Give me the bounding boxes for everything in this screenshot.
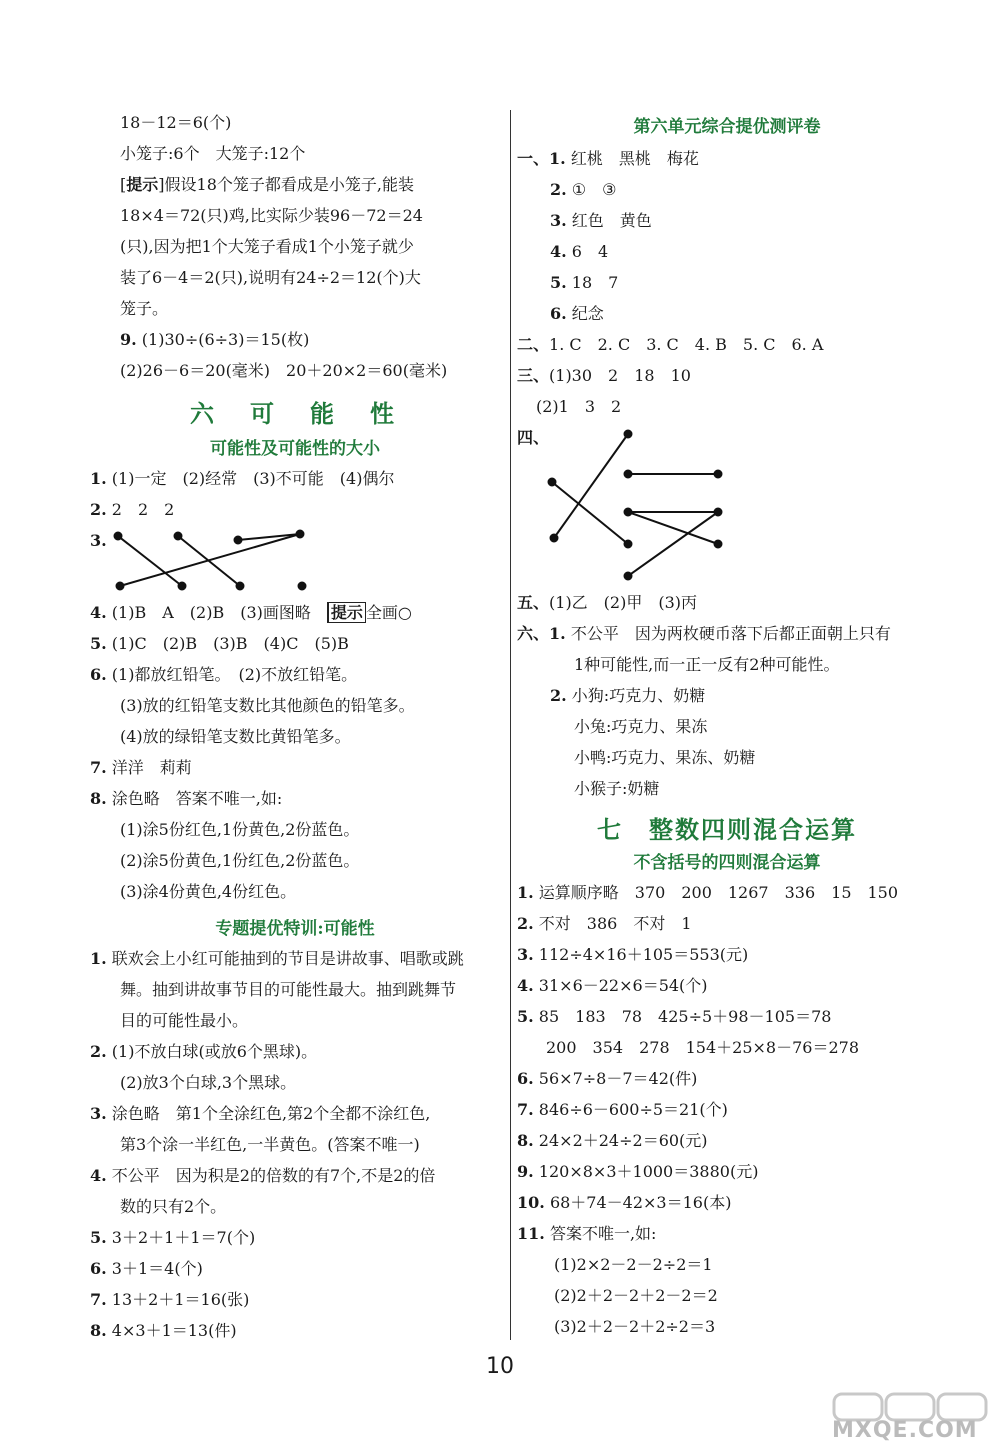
line-text: 小兔:巧克力、果冻 (574, 717, 708, 736)
line-text: 68＋74－42×3＝16(本) (549, 1193, 732, 1212)
answer-line (517, 144, 699, 174)
answer-line (550, 206, 652, 236)
answer-line (90, 526, 107, 556)
line-text: (1)C (2)B (3)B (4)C (5)B (111, 634, 349, 653)
unit-title: 六 可 能 性 (190, 399, 400, 428)
item-number: 9. (120, 330, 137, 349)
line-text: 1种可能性,而一正一反有2种可能性。 (574, 655, 840, 674)
dot (235, 537, 242, 544)
item-number: 六、1. (517, 624, 566, 643)
line-text: (3)放的红铅笔支数比其他颜色的铅笔多。 (120, 696, 415, 715)
page-number: 10 (486, 1354, 514, 1379)
answer-line (90, 1223, 255, 1253)
answer-line (517, 1064, 697, 1094)
item-number: 6. (90, 665, 107, 684)
section-title: 不含括号的四则混合运算 (633, 853, 821, 873)
item-number: 6. (90, 1259, 107, 1278)
answer-line (120, 846, 359, 876)
line-text: 24×2＋24÷2＝60(元) (538, 1131, 708, 1150)
item-number: 5. (90, 634, 107, 653)
match-line (628, 512, 718, 544)
answer-line (90, 1254, 203, 1284)
line-text: (3)涂4份黄色,4份红色。 (120, 882, 297, 901)
match-line (628, 512, 718, 576)
line-text: 运算顺序略 370 200 1267 336 15 150 (538, 883, 899, 902)
answer-line (90, 1161, 435, 1191)
line-text: (1)一定 (2)经常 (3)不可能 (4)偶尔 (111, 469, 395, 488)
item-number: 1. (517, 883, 534, 902)
line-text: (4)放的绿铅笔支数比黄铅笔多。 (120, 727, 351, 746)
line-text: 答案不唯一,如: (549, 1224, 657, 1243)
line-text: (1)30÷(6÷3)＝15(枚) (141, 330, 310, 349)
answer-line (120, 108, 231, 138)
item-number: 8. (90, 789, 107, 808)
item-number: 10. (517, 1193, 545, 1212)
match-line (554, 434, 628, 538)
answer-line (90, 944, 464, 974)
column-divider (510, 110, 511, 1340)
answer-line (90, 1037, 317, 1067)
line-text: (1)都放红铅笔。 (2)不放红铅笔。 (111, 665, 358, 684)
answer-line (517, 1002, 831, 1032)
unit-title: 七 整数四则混合运算 (597, 815, 857, 844)
dot (297, 531, 304, 538)
answer-line (90, 495, 174, 525)
line-text: 112÷4×16＋105＝553(元) (538, 945, 749, 964)
item-number: 4. (517, 976, 534, 995)
match-line (552, 482, 628, 544)
line-text: 全画○ (365, 603, 412, 622)
dot (175, 533, 182, 540)
hint-label: 提示 (327, 602, 366, 623)
line-text: (2)涂5份黄色,1份红色,2份蓝色。 (120, 851, 360, 870)
dot (549, 479, 556, 486)
line-text: 846÷6－600÷5＝21(个) (538, 1100, 728, 1119)
answer-line (120, 877, 296, 907)
answer-line (90, 629, 349, 659)
item-number: 8. (90, 1321, 107, 1340)
line-text: 小鸭:巧克力、果冻、奶糖 (574, 748, 756, 767)
answer-line (546, 1033, 859, 1063)
line-text: 2 2 2 (111, 500, 175, 519)
item-number: 2. (550, 180, 567, 199)
item-number: 4. (90, 1166, 107, 1185)
answer-line (517, 1219, 656, 1249)
line-text: 不公平 因为两枚硬币落下后都正面朝上只有 (570, 624, 891, 643)
answer-line (517, 1157, 758, 1187)
answer-line (550, 268, 618, 298)
answer-line (120, 1130, 420, 1160)
line-text: (2)放3个白球,3个黑球。 (120, 1073, 297, 1092)
answer-line (120, 263, 421, 293)
line-text: 13＋2＋1＝16(张) (111, 1290, 250, 1309)
answer-line (517, 361, 691, 391)
hint-label: 提示 (126, 175, 159, 194)
dot (115, 533, 122, 540)
item-number: 三、 (517, 366, 550, 385)
item-number: 二、 (517, 335, 550, 354)
item-number: 2. (517, 914, 534, 933)
item-number: 3. (90, 1104, 107, 1123)
answer-line (550, 175, 617, 205)
section-title: 第六单元综合提优测评卷 (633, 117, 821, 137)
line-text: 3＋2＋1＋1＝7(个) (111, 1228, 256, 1247)
answer-line (517, 1188, 731, 1218)
line-text: 数的只有2个。 (120, 1197, 227, 1216)
answer-line (574, 712, 707, 742)
answer-line (517, 619, 891, 649)
line-text: (2)2＋2－2＋2－2＝2 (554, 1286, 718, 1305)
answer-line (120, 356, 447, 386)
answer-line (90, 1316, 237, 1346)
item-number: 2. (550, 686, 567, 705)
answer-line (120, 232, 414, 262)
answer-line (120, 815, 359, 845)
line-text: 红桃 黑桃 梅花 (570, 149, 699, 168)
answer-line (536, 392, 621, 422)
line-text: (2)26－6＝20(毫米) 20＋20×2＝60(毫米) (120, 361, 448, 380)
answer-line (517, 878, 898, 908)
answer-line (550, 237, 608, 267)
answer-line (120, 1006, 248, 1036)
line-text: (1)乙 (2)甲 (3)丙 (549, 593, 698, 612)
line-text: 56×7÷8－7＝42(件) (538, 1069, 698, 1088)
item-number: 7. (517, 1100, 534, 1119)
answer-line (120, 325, 309, 355)
answer-line (120, 201, 423, 231)
answer-line (90, 1099, 430, 1129)
line-text: 不公平 因为积是2的倍数的有7个,不是2的倍 (111, 1166, 436, 1185)
answer-line (90, 753, 192, 783)
answer-line (90, 784, 282, 814)
answer-line (574, 743, 755, 773)
item-number: 7. (90, 758, 107, 777)
section-title: 专题提优特训:可能性 (215, 919, 375, 939)
answer-line (517, 971, 708, 1001)
line-text: 4×3＋1＝13(件) (111, 1321, 237, 1340)
dot (625, 509, 632, 516)
item-number: 3. (517, 945, 534, 964)
line-text: 18×4＝72(只)鸡,比实际少装96－72＝24 (120, 206, 423, 225)
line-text: 涂色略 第1个全涂红色,第2个全都不涂红色, (111, 1104, 431, 1123)
matching-diagram (542, 426, 742, 586)
answer-line (574, 650, 839, 680)
dot (299, 583, 306, 590)
line-text: 18 7 (571, 273, 619, 292)
line-text: 3＋1＝4(个) (111, 1259, 203, 1278)
line-text: 纪念 (571, 304, 604, 323)
line-text: 6 4 (571, 242, 609, 261)
line-text: 目的可能性最小。 (120, 1011, 249, 1030)
item-number: 7. (90, 1290, 107, 1309)
dot (715, 471, 722, 478)
line-text: 假设18个笼子都看成是小笼子,能装 (164, 175, 414, 194)
line-text: 笼子。 (120, 299, 169, 318)
answer-line (550, 299, 604, 329)
line-text: 小狗:巧克力、奶糖 (571, 686, 706, 705)
line-text: 涂色略 答案不唯一,如: (111, 789, 283, 808)
item-number: 8. (517, 1131, 534, 1150)
answer-line (120, 1192, 226, 1222)
line-text: 小猴子:奶糖 (574, 779, 660, 798)
dot (625, 471, 632, 478)
item-number: 9. (517, 1162, 534, 1181)
item-number: 5. (90, 1228, 107, 1247)
item-number: 3. (550, 211, 567, 230)
answer-line (90, 598, 412, 628)
answer-line (517, 588, 697, 618)
line-text: 小笼子:6个 大笼子:12个 (120, 144, 306, 163)
line-text: 85 183 78 425÷5＋98－105＝78 (538, 1007, 832, 1026)
item-number: 一、1. (517, 149, 566, 168)
line-text: 第3个涂一半红色,一半黄色。(答案不唯一) (120, 1135, 420, 1154)
line-text: 31×6－22×6＝54(个) (538, 976, 708, 995)
match-line (118, 536, 182, 586)
dot (117, 583, 124, 590)
item-number: 五、 (517, 593, 550, 612)
dot (715, 541, 722, 548)
item-number: 2. (90, 500, 107, 519)
answer-line (90, 660, 357, 690)
line-text: (1)不放白球(或放6个黑球)。 (111, 1042, 318, 1061)
answer-line (90, 464, 394, 494)
line-text: 18－12＝6(个) (120, 113, 232, 132)
answer-line (517, 909, 692, 939)
item-number: 4. (550, 242, 567, 261)
line-text: 120×8×3＋1000＝3880(元) (538, 1162, 759, 1181)
answer-line (550, 681, 705, 711)
line-text: 洋洋 莉莉 (111, 758, 192, 777)
line-text: (1)30 2 18 10 (549, 366, 691, 385)
line-text: 200 354 278 154＋25×8－76＝278 (546, 1038, 860, 1057)
line-text: (2)1 3 2 (536, 397, 622, 416)
line-text: 1. C 2. C 3. C 4. B 5. C 6. A (549, 335, 824, 354)
line-text: 红色 黄色 (571, 211, 652, 230)
item-number: 四、 (517, 428, 550, 447)
answer-line (90, 1285, 249, 1315)
item-number: 1. (90, 949, 107, 968)
answer-line (517, 330, 823, 360)
line-text: 舞。抽到讲故事节目的可能性最大。抽到跳舞节 (120, 980, 457, 999)
item-number: 5. (550, 273, 567, 292)
watermark-text: MXQE.COM (832, 1418, 978, 1443)
dot (625, 573, 632, 580)
item-number: 1. (90, 469, 107, 488)
dot (237, 583, 244, 590)
matching-diagram (112, 528, 312, 598)
answer-line (120, 1068, 296, 1098)
answer-line (120, 722, 351, 752)
answer-line (554, 1250, 713, 1280)
line-text: (只),因为把1个大笼子看成1个小笼子就少 (120, 237, 414, 256)
dot (625, 541, 632, 548)
line-text: (1)涂5份红色,1份黄色,2份蓝色。 (120, 820, 360, 839)
answer-line (554, 1281, 718, 1311)
answer-line: [提示]假设18个笼子都看成是小笼子,能装 (120, 175, 414, 194)
dot (715, 509, 722, 516)
answer-line (517, 940, 748, 970)
answer-line (120, 139, 305, 169)
line-text: 联欢会上小红可能抽到的节目是讲故事、唱歌或跳 (111, 949, 464, 968)
dot (625, 431, 632, 438)
line-text: (1)B A (2)B (3)画图略 (111, 603, 327, 622)
line-text: 不对 386 不对 1 (538, 914, 692, 933)
line-text: 装了6－4＝2(只),说明有24÷2＝12(个)大 (120, 268, 421, 287)
answer-line (517, 1126, 708, 1156)
section-title: 可能性及可能性的大小 (210, 439, 380, 459)
dot (551, 535, 558, 542)
answer-line (517, 1095, 728, 1125)
answer-line (120, 294, 168, 324)
dot (179, 583, 186, 590)
answer-line (120, 975, 456, 1005)
item-number: 4. (90, 603, 107, 622)
item-number: 6. (517, 1069, 534, 1088)
line-text: (1)2×2－2－2÷2＝1 (554, 1255, 713, 1274)
item-number: 2. (90, 1042, 107, 1061)
item-number: 3. (90, 531, 107, 550)
match-line (120, 534, 300, 586)
answer-line (120, 691, 415, 721)
item-number: 5. (517, 1007, 534, 1026)
line-text: (3)2＋2－2＋2÷2＝3 (554, 1317, 716, 1336)
line-text: ① ③ (571, 180, 617, 199)
item-number: 6. (550, 304, 567, 323)
answer-line (554, 1312, 715, 1342)
item-number: 11. (517, 1224, 545, 1243)
answer-line (574, 774, 659, 804)
